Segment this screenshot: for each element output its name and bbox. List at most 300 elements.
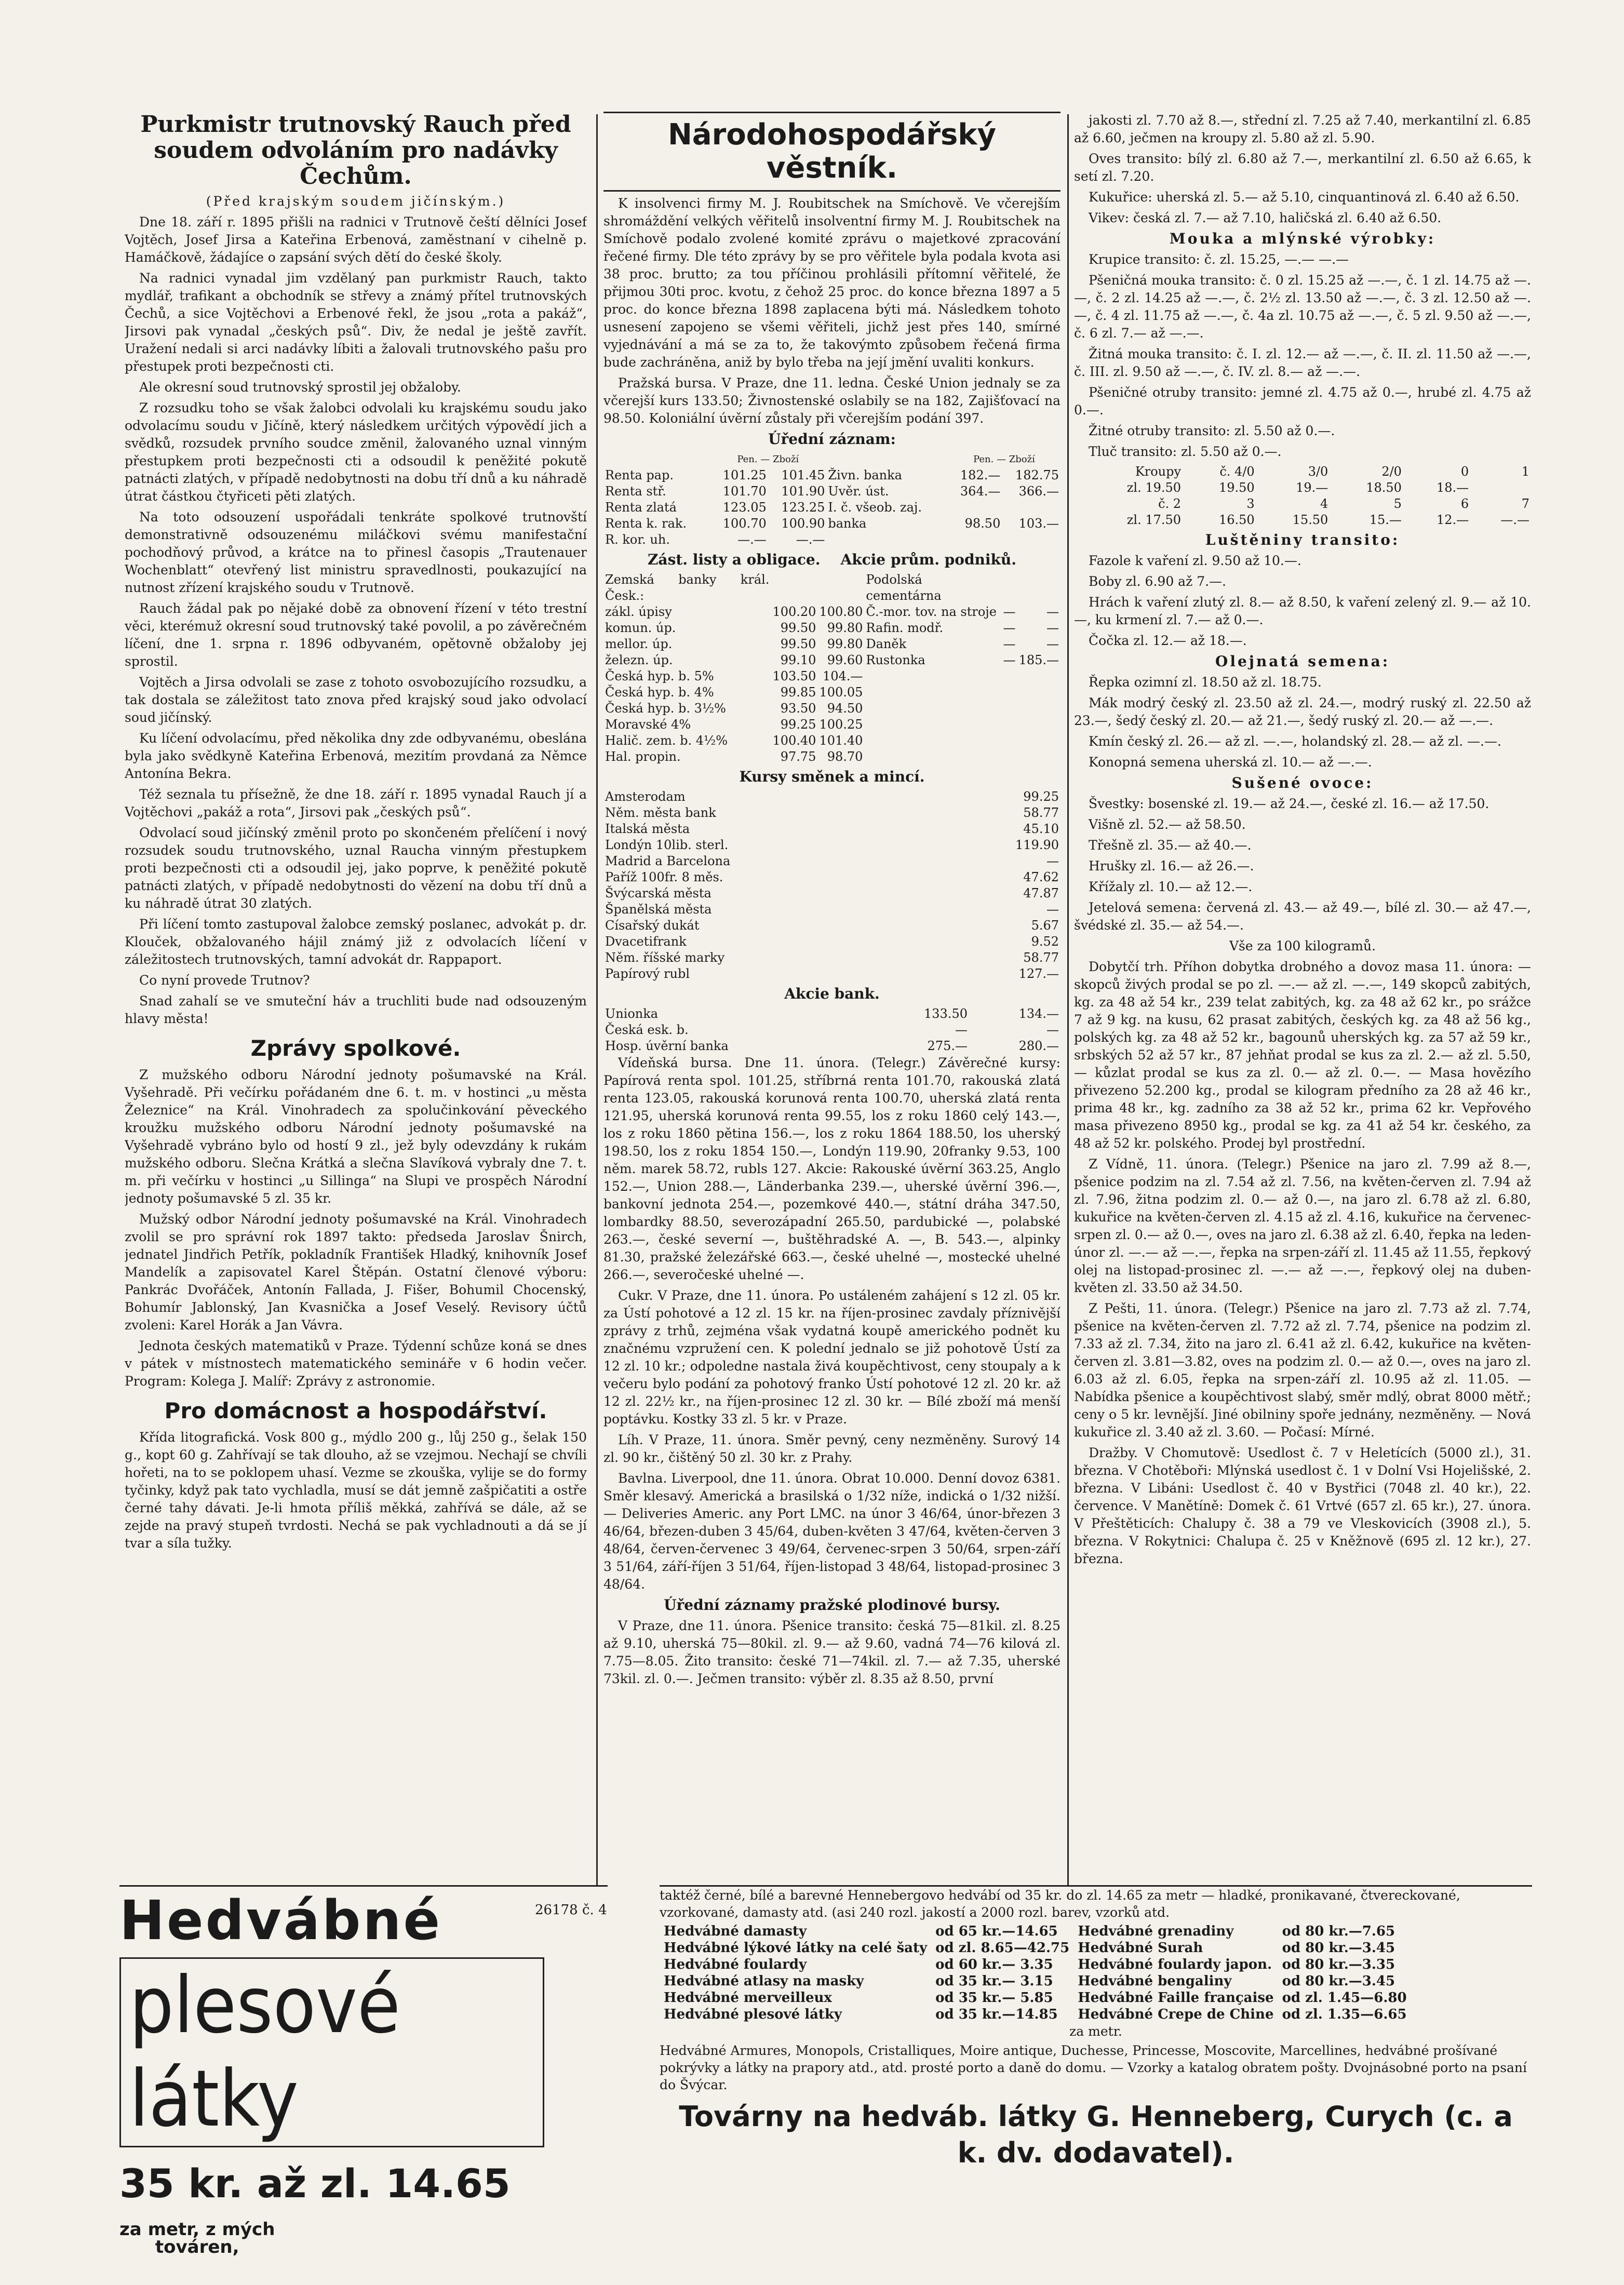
table-cell: 100.25 xyxy=(819,717,863,732)
advert-price-value: 35 kr. až zl. 14.65 xyxy=(119,2160,511,2207)
column-2 xyxy=(603,112,1061,1877)
table-row xyxy=(603,701,1061,717)
advert-price-suffix-2: továren, xyxy=(155,2237,239,2257)
section-paragraph: Vše za 100 kilogramů. xyxy=(1229,938,1376,953)
table-cell: Něm. říšské marky xyxy=(605,950,725,965)
section-paragraph: Oves transito: bílý zl. 6.80 až 7.—, merkantilní zl. 6.50 až 6.65, k setí zl. 7.20. xyxy=(1074,151,1531,184)
table-cell: Hedvábné grenadiny xyxy=(1078,1924,1234,1939)
section-paragraph: Konopná semena uherská zl. 10.— až —.—. xyxy=(1089,755,1372,770)
table-row xyxy=(603,1038,1061,1054)
table-cell: Č.-mor. tov. na stroje xyxy=(866,604,997,619)
table-subhead-left: Zást. listy a obligace. xyxy=(647,551,821,568)
section-paragraph: Jednota českých matematiků v Praze. Týdenní schůze koná se dnes v pátek v místnostech matematického semináře v 6 hodin večer. Program: Kolega J. Malíř: Zprávy z astronomie. xyxy=(125,1338,587,1389)
table-row xyxy=(603,532,1061,548)
table-header: Pen. — Zboží xyxy=(737,454,799,465)
table-cell: 133.50 xyxy=(924,1006,968,1021)
table-cell: — xyxy=(1046,621,1059,635)
table-cell: 127.— xyxy=(1018,966,1059,981)
table-cell: 103.50 xyxy=(772,669,816,683)
table-cell: — xyxy=(955,1023,968,1037)
table-cell: Hedvábné Crepe de Chine xyxy=(1078,2007,1274,2022)
table-row xyxy=(603,652,1061,668)
table-row xyxy=(1074,512,1531,528)
table-cell xyxy=(1002,532,1061,548)
article-paragraph: Ale okresní soud trutnovský sprostil jej obžaloby. xyxy=(139,380,461,395)
section-paragraph: Vídeňská bursa. Dne 11. února. (Telegr.) Závěrečné kursy: Papírová renta spol. 101.25, stříbrná renta 101.70, rakouská zlatá renta 123.05, rakouská korunová renta 100.70, uherská zlatá renta 121.95, uherská korunová renta 99.55, los z roku 1860 celý 143.—, los z roku 1860 pětina 156.—, los z roku 1864 188.50, los uherský 198.50, los z roku 1854 150.—, Londýn 119.90, 20franky 9.53, 100 něm. marek 58.72, rubls 127. Akcie: Rakouské úvěrní 363.25, Anglo 152.—, Union 288.—, Länderbanka 239.—, uherské úvěrní 396.—, bankovní jednota 254.—, pozemkové 440.—, státní dráha 347.50, lombardky 88.50, severozápadní 265.50, pardubické —, polabské 263.—, české severní —, buštěhradské A. —, B. 543.—, alpinky 81.30, pražské železářské 663.—, české uhelné —, mostecké uhelné 266.—, severočeské uhelné —. xyxy=(603,1055,1061,1282)
table-cell: 99.50 xyxy=(780,637,816,651)
table-cell: 280.— xyxy=(1018,1039,1059,1053)
table-cell: 47.62 xyxy=(1023,870,1059,884)
table-row xyxy=(603,749,1061,765)
table-cell: 99.60 xyxy=(827,653,863,667)
advert-outro: Hedvábné Armures, Monopols, Cristalliques, Moire antique, Duchesse, Princesse, Moscovite, Marcellines, hedvábné prošívané pokrývky a látky na prapory atd., atd. prosté porto a daně do domu. — Vzorky a katalog obratem pošty. Dvojnásobné porto na psaní do Švýcar. xyxy=(660,2043,1527,2092)
column-rule-1 xyxy=(596,114,598,1885)
advert-price xyxy=(119,2158,608,2262)
advert-za-metr: za metr. xyxy=(1069,2024,1122,2039)
table-row xyxy=(603,853,1061,869)
table-cell: — xyxy=(1046,637,1059,651)
section-paragraph: Kukuřice: uherská zl. 5.— až 5.10, cinquantinová zl. 6.40 až 6.50. xyxy=(1089,190,1520,205)
table-cell xyxy=(1017,572,1061,604)
table-cell: komun. úp. xyxy=(605,621,676,635)
table-cell: — xyxy=(1003,604,1016,619)
table-cell: 100.40 xyxy=(772,733,816,748)
table-cell: 6 xyxy=(1460,496,1469,511)
article-paragraph: Rauch žádal pak po nějaké době za obnovení řízení v této trestní věci, kterémuž okresní soud trutnovský také povolil, a po závěrečném líčení, dne 1. srpna r. 1896 odbyvaném, opětovně obžaloby jej sprostil. xyxy=(125,601,587,669)
table-cell: Hedvábné merveilleux xyxy=(664,1990,832,2006)
section-paragraph: Jetelová semena: červená zl. 43.— až 49.—, bílé zl. 30.— až 47.—, švédské zl. 35.— až 54.—. xyxy=(1074,900,1531,933)
table-cell: Kroupy xyxy=(1135,464,1182,479)
table-cell xyxy=(1002,733,1017,749)
silk-price-table xyxy=(660,1923,1411,2023)
section-paragraph: Višně zl. 52.— až 58.50. xyxy=(1089,817,1246,832)
table-row xyxy=(603,805,1061,821)
table-row xyxy=(660,1956,1411,1973)
table-row xyxy=(603,604,1061,620)
table-cell: Česká hyp. b. 5% xyxy=(605,669,714,683)
table-row xyxy=(603,902,1061,918)
table-cell: 93.50 xyxy=(780,701,816,716)
article-headline: Purkmistr trutnovský Rauch před soudem odvoláním pro nadávky Čechům. xyxy=(140,112,571,190)
table-cell: — xyxy=(1046,604,1059,619)
table-cell xyxy=(1002,684,1017,701)
table-cell: — xyxy=(1003,637,1016,651)
section-paragraph: Bavlna. Liverpool, dne 11. února. Obrat 10.000. Denní dovoz 6381. Směr klesavý. Americká a brasilská o 1/32 níže, indická o 1/32 nižší. — Deliveries Americ. any Port LMC. na únor 3 46/64, únor-březen 3 46/64, březen-duben 3 45/64, duben-květen 3 47/64, květen-červen 3 48/64, červen-červenec 3 49/64, červenec-srpen 3 50/64, srpen-září 3 51/64, září-říjen 3 51/64, říjen-listopad 3 48/64, listopad-prosinec 3 48/64. xyxy=(603,1471,1061,1592)
table-cell: 182.— xyxy=(960,468,1001,482)
quotes-table xyxy=(603,1006,1061,1054)
table-row xyxy=(603,636,1061,652)
table-cell: Hal. propin. xyxy=(605,749,681,764)
table-subhead: Kursy směnek a mincí. xyxy=(739,768,925,785)
table-cell: — xyxy=(1003,653,1016,667)
table-cell: — xyxy=(1046,854,1059,868)
table-cell: 366.— xyxy=(1018,484,1059,499)
table-cell: 5 xyxy=(1393,496,1402,511)
article-paragraph: Snad zahalí se ve smuteční háv a truchliti bude nad odsouzeným hlavy města! xyxy=(125,993,587,1026)
table-cell: 119.90 xyxy=(1015,838,1059,852)
table-cell: zl. 17.50 xyxy=(1126,513,1182,527)
table-cell: Hedvábné Faille française xyxy=(1078,1990,1274,2006)
section-paragraph: Křížaly zl. 10.— až 12.—. xyxy=(1089,879,1253,894)
table-cell xyxy=(864,684,1001,701)
table-cell: Zemská banky král. Česk.: xyxy=(605,572,770,603)
table-cell: 104.— xyxy=(822,669,863,683)
table-cell: Londýn 10lib. sterl. xyxy=(605,838,729,852)
table-cell: 99.50 xyxy=(780,621,816,635)
table-cell: 101.70 xyxy=(722,484,767,499)
table-cell: od 65 kr.—14.65 xyxy=(935,1924,1058,1939)
table-cell: č. 2 xyxy=(1158,496,1182,511)
table-cell: Česká hyp. b. 3½% xyxy=(605,701,726,716)
table-cell: 3/0 xyxy=(1308,464,1328,479)
table-cell: Italská města xyxy=(605,822,690,836)
section-paragraph: Třešně zl. 35.— až 40.—. xyxy=(1089,838,1252,853)
section-paragraph: Z mužského odboru Národní jednoty pošumavské na Král. Vyšehradě. Při večírku pořádaném dne 6. t. m. v hostinci „u města Železnice“ na Král. Vinohradech za spolučinkování pěveckého kroužku mužského odboru Národní jednoty pošumavské na Vyšehradě vybráno bylo od hostí 9 zl., jež byly odevzdány k rukám mužského odboru. Slečna Krátká a slečna Slavíková vybraly dne 7. t. m. při večírku v hostinci „u Sillinga“ na Slupi ve prospěch Národní jednoty pošumavské 5 zl. 35 kr. xyxy=(125,1067,587,1206)
table-cell xyxy=(1002,668,1017,684)
article-paragraph: Z rozsudku toho se však žalobci odvolali ku krajskému soudu jako odvolacímu soudu v Jičíně, který následkem určitých výpovědí jich a svědků, rozsudek prvního soudce změnil, žalovaného uznal vinným přestupkem proti bezpečnosti cti a odsoudil k peněžité pokutě patnácti zlatých, v případě nedobytnosti na dobu tří dnů a ku náhradě útrat částkou čtyřiceti pěti zlatých. xyxy=(125,400,587,504)
section-paragraph: V Praze, dne 11. února. Pšenice transito: česká 75—81kil. zl. 8.25 až 9.10, uherská 75—80kil. zl. 9.— až 9.60, vadná 74—76 kilová zl. 7.75—8.05. Žito transito: české 71—74kil. zl. 7.— až 7.35, uherské 73kil. zl. 0.—. Ječmen transito: výběr zl. 8.35 až 8.50, první xyxy=(603,1618,1061,1686)
table-cell: Česká esk. b. xyxy=(605,1023,689,1037)
section-paragraph: Hrušky zl. 16.— až 26.—. xyxy=(1089,858,1254,873)
table-row xyxy=(660,1973,1411,1990)
table-row xyxy=(1074,480,1531,496)
table-subhead: Luštěniny transito: xyxy=(1205,531,1400,548)
table-cell: 100.05 xyxy=(819,685,863,700)
table-cell: Něm. města bank xyxy=(605,805,716,820)
section-paragraph: Líh. V Praze, 11. února. Směr pevný, ceny nezměněny. Surový 14 zl. 90 kr., čištěný 50 zl. 30 kr. z Prahy. xyxy=(603,1432,1061,1465)
table-cell: 0 xyxy=(1460,464,1469,479)
table-row xyxy=(603,869,1061,885)
table-cell: 19.50 xyxy=(1218,480,1255,495)
table-row xyxy=(603,837,1061,853)
table-cell: 1 xyxy=(1521,464,1529,479)
table-row xyxy=(603,950,1061,966)
table-cell: 58.77 xyxy=(1023,805,1059,820)
table-subhead: Olejnatá semena: xyxy=(1215,653,1390,670)
table-cell: 101.40 xyxy=(819,733,863,748)
table-subhead xyxy=(603,551,1061,569)
table-cell: banka xyxy=(828,516,867,531)
article-paragraph: Na toto odsouzení uspořádali tenkráte spolkové trutnovští demonstrativně odsouzenému miláčkovi svému manifestační pochodňový průvod, a krátce na to přinesl časopis „Trautenauer Wochenblatt“ otevřený list ministru spravedlnosti, poukazující na nutnost zřízení krajského soudu v Trutnově. xyxy=(125,509,587,595)
table-cell: Hedvábné lýkové látky na celé šaty xyxy=(664,1940,928,1956)
advert-price-suffix-1: za metr, z mých xyxy=(119,2219,275,2240)
table-cell: železn. úp. xyxy=(605,653,673,667)
table-row xyxy=(603,467,1061,483)
table-cell xyxy=(771,572,817,604)
table-subhead: Akcie bank. xyxy=(784,985,880,1002)
table-subhead: Sušené ovoce: xyxy=(1231,774,1374,791)
article-paragraph: Ku líčení odvolacímu, před několika dny zde odbyvanému, obeslána byla jako svědkyně Kateřina Erbenová, mezitím provdaná za Němce Antonína Bekra. xyxy=(125,731,587,781)
table-cell: 101.90 xyxy=(781,484,825,499)
advert-right xyxy=(660,1885,1532,2178)
table-row xyxy=(603,789,1061,805)
section-paragraph: Žitná mouka transito: č. I. zl. 12.— až —.—, č. II. zl. 11.50 až —.—, č. III. zl. 9.50 až —.—, č. IV. zl. 8.— až —.—. xyxy=(1074,346,1531,379)
table-cell: R. kor. uh. xyxy=(605,532,670,547)
advert-footer: Továrny na hedváb. látky G. Henneberg, Curych (c. a k. dv. dodavatel). xyxy=(679,2100,1513,2169)
table-cell: 45.10 xyxy=(1023,822,1059,836)
table-cell: zákl. úpisy xyxy=(605,604,672,619)
table-row xyxy=(603,733,1061,749)
section-paragraph: jakosti zl. 7.70 až 8.—, střední zl. 7.25 až 7.40, merkantilní zl. 6.85 až 6.60, ječmen na kroupy zl. 5.80 až zl. 5.90. xyxy=(1074,113,1531,145)
table-row xyxy=(660,1990,1411,2006)
table-cell: Rafin. modř. xyxy=(866,621,944,635)
table-cell: od zl. 1.35—6.65 xyxy=(1282,2007,1407,2022)
table-cell: Císařský dukát xyxy=(605,918,700,933)
table-row xyxy=(660,2006,1411,2023)
table-cell: —.— xyxy=(796,532,825,547)
table-title: Úřední záznam: xyxy=(768,431,896,448)
table-cell: Renta zlatá xyxy=(605,500,677,515)
table-cell: 364.— xyxy=(960,484,1001,499)
table-cell: 99.80 xyxy=(827,621,863,635)
table-cell: 2/0 xyxy=(1381,464,1402,479)
table-row xyxy=(660,1940,1411,1956)
table-cell xyxy=(1002,701,1017,717)
kroupy-table xyxy=(1074,464,1531,528)
table-cell: 99.85 xyxy=(780,685,816,700)
table-row xyxy=(603,684,1061,701)
table-row xyxy=(603,717,1061,733)
table-subhead: Úřední záznamy pražské plodinové bursy. xyxy=(664,1596,1000,1614)
table-row xyxy=(603,885,1061,902)
table-row xyxy=(603,483,1061,500)
table-cell: 15.— xyxy=(1369,513,1402,527)
table-cell xyxy=(864,749,1001,765)
table-cell xyxy=(864,701,1001,717)
table-cell: od 35 kr.—14.85 xyxy=(935,2007,1058,2022)
table-cell xyxy=(948,532,1002,548)
table-cell: Papírový rubl xyxy=(605,966,690,981)
table-cell: od zl. 1.45—6.80 xyxy=(1282,1990,1407,2006)
section-paragraph: Tluč transito: zl. 5.50 až 0.—. xyxy=(1089,444,1282,459)
table-cell: Hedvábné foulardy japon. xyxy=(1078,1957,1272,1972)
table-cell: Hedvábné plesové látky xyxy=(664,2007,842,2022)
table-cell: — xyxy=(1046,1023,1059,1037)
advert-headline: plesové látky xyxy=(119,1957,544,2147)
article-paragraph: Při líčení tomto zastupoval žalobce zemský poslanec, advokát p. dr. Klouček, obžalovaného hájil známý již z odvolacích líčení v záležitostech trutnovských, tamní advokát dr. Rappaport. xyxy=(125,917,587,967)
section-paragraph: Žitné otruby transito: zl. 5.50 až 0.—. xyxy=(1089,423,1335,438)
table-cell: I. č. všeob. zaj. xyxy=(828,500,922,515)
section-paragraph: Krupice transito: č. zl. 15.25, —.— —.— xyxy=(1089,252,1349,267)
section-title-spolkove: Zprávy spolkové. xyxy=(250,1036,461,1061)
quotes-table xyxy=(603,789,1061,982)
table-cell: 98.70 xyxy=(827,749,863,764)
table-cell: Hedvábné foulardy xyxy=(664,1957,807,1972)
section-paragraph: Mužský odbor Národní jednoty pošumavské na Král. Vinohradech zvolil se pro správní rok 1897 takto: předseda Jaroslav Šnirch, jednatel Jindřich Petřík, pokladník František Hladký, knihovník Josef Mandelík a zapisovatel Karel Štěpán. Ostatní členové výboru: Pankrác Dvořáček, Antonín Fallada, J. Fišer, Bohumil Chocenský, Bohumír Jablonský, Jan Kvasnička a Josef Veselý. Revisory účtů zvoleni: Karel Horák a Jan Vávra. xyxy=(125,1212,587,1333)
column-1 xyxy=(125,112,587,1877)
column-3 xyxy=(1074,112,1531,1877)
table-cell: 99.80 xyxy=(827,637,863,651)
table-cell xyxy=(1017,749,1061,765)
table-cell: 275.— xyxy=(927,1039,968,1053)
table-cell: 99.25 xyxy=(780,717,816,732)
section-paragraph: Z Vídně, 11. února. (Telegr.) Pšenice na jaro zl. 7.99 až 8.—, pšenice podzim na zl. 7.54 až zl. 7.56, na květen-červen zl. 7.94 až zl. 7.96, žitna podzim zl. 0.— až 0.—, na jaro zl. 6.78 až zl. 6.80, kukuřice na květen-červen zl. 4.15 až zl. 4.16, kukuřice na červenec-srpen zl. 0.— až 0.—, oves na jaro zl. 6.38 až zl. 6.40, řepka na leden-únor zl. —.— až —.—, řepka na srpen-září zl. 11.45 až 11.55, řepkový olej na listopad-prosinec zl. —.— až —.—, řepkový olej na duben-květen zl. 33.50 až 34.50. xyxy=(1074,1157,1531,1295)
table-cell xyxy=(1017,717,1061,733)
table-cell: Paříž 100fr. 8 měs. xyxy=(605,870,723,884)
table-cell: 9.52 xyxy=(1031,934,1059,949)
table-cell: Hosp. úvěrní banka xyxy=(605,1039,729,1053)
table-cell: Živn. banka xyxy=(828,468,902,482)
table-cell: Dvacetifrank xyxy=(605,934,687,949)
article-paragraph: Co nyní provede Trutnov? xyxy=(139,973,310,988)
column-rule-2 xyxy=(1067,114,1069,1885)
table-row xyxy=(660,1923,1411,1940)
section-paragraph: Z Pešti, 11. února. (Telegr.) Pšenice na jaro zl. 7.73 až zl. 7.74, pšenice na květen-červen zl. 7.72 až zl. 7.74, pšenice na podzim zl. 7.33 až zl. 7.34, žito na jaro zl. 6.41 až zl. 6.42, kukuřice na květen-červen zl. 3.81—3.82, oves na podzim zl. 0.— až 0.—, oves na jaro zl. 6.03 až zl. 6.05, řepka na srpen-září zl. 10.95 až zl. 11.05. — Nabídka pšenice a koupěchtivost slabý, směr mdlý, obrat 8000 mětř.; ceny o 5 kr. levnější. Jiné obilniny spoře jednány, nezměněny. — Nová kukuřice zl. 3.40 až zl. 3.60. — Počasí: Mírné. xyxy=(1074,1301,1531,1440)
section-paragraph: Cukr. V Praze, dne 11. února. Po ustáleném zahájení s 12 zl. 05 kr. za Ústí pohotové a 12 zl. 15 kr. na říjen-prosinec zavdaly příznivější zprávy z trhů, zejména však vydatná koupě amerického podnět ku značnému vzpružení cen. K polední jednalo se již pohotově Ústí za 12 zl. 10 kr.; odpoledne nastala živá koupěchtivost, ceny stoupaly a k večeru bylo podání za pohotový franko Ústí pohotové 12 zl. 20 kr. až 12 zl. 22½ kr., na říjen-prosinec 12 zl. 30 kr. — Bílé zboží má menší poptávku. Kostky 33 zl. 5 kr. v Praze. xyxy=(603,1288,1061,1427)
table-cell: Moravské 4% xyxy=(605,717,691,732)
table-subhead-right: Akcie prům. podniků. xyxy=(840,551,1017,568)
table-row xyxy=(603,572,1061,604)
table-row xyxy=(603,918,1061,934)
section-paragraph: Dobytčí trh. Příhon dobytka drobného a dovoz masa 11. února: — skopců živých prodal se po zl. —.— až zl. —.—, 149 skopců zabitých, kg. za 48 až 54 kr., 239 telat zabitých, kg. za 48 až 62 kr., po srážce 7 až 9 kg. na kusu, 62 prasat zabitých, českých kg. za 48 až 56 kg., polských kg. za 48 až 52 kr., bagounů uherských kg. za 57 až 59 kr., srbských 52 až 57 kr., 87 jehňat prodal se kus za zl. 2.— až zl. 5.50, — kůzlat prodal se kus za zl. 0.— až zl. 0.—. — Masa hovězího přivezeno 52.200 kg., prodal se kilogram předního za 28 až 46 kr., prima 48 kr., kg. zadního za 38 až 52 kr., prima 62 kr. Vepřového masa přivezeno 8950 kg., prodal se kg. za 41 až 54 kr. českého, za 48 až 52 kr. polského. Prodej byl prostřední. xyxy=(1074,959,1531,1151)
table-cell xyxy=(948,500,1002,516)
table-cell: Uvěr. úst. xyxy=(828,484,889,499)
table-cell xyxy=(1017,733,1061,749)
table-cell: —.— xyxy=(1500,513,1529,527)
table-cell: Renta k. rak. xyxy=(605,516,687,531)
table-cell: od 35 kr.— 3.15 xyxy=(935,1973,1053,1989)
table-cell: Česká hyp. b. 4% xyxy=(605,685,714,700)
advert-price-suffix xyxy=(119,2221,275,2256)
table-cell: 4 xyxy=(1320,496,1328,511)
table-cell: Unionka xyxy=(605,1006,659,1021)
table-cell: od 35 kr.— 5.85 xyxy=(935,1990,1053,2006)
table-cell: Hedvábné damasty xyxy=(664,1924,807,1939)
table-cell: Amsterodam xyxy=(605,789,686,804)
advert-number: 26178 č. 4 xyxy=(535,1902,607,1918)
table-cell: Hedvábné atlasy na masky xyxy=(664,1973,864,1989)
table-row xyxy=(1074,496,1531,512)
table-cell xyxy=(1002,572,1017,604)
table-cell xyxy=(1002,749,1017,765)
table-cell: 18.— xyxy=(1436,480,1469,495)
table-cell: — xyxy=(1046,902,1059,917)
table-row xyxy=(1074,464,1531,480)
table-cell: zl. 19.50 xyxy=(1126,480,1182,495)
table-cell xyxy=(1017,668,1061,684)
table-subhead: Mouka a mlýnské výrobky: xyxy=(1169,230,1436,247)
table-cell: od 60 kr.— 3.35 xyxy=(935,1957,1053,1972)
article-paragraph: Dne 18. září r. 1895 přišli na radnici v Trutnově čeští dělníci Josef Vojtěch, Josef Jirsa a Kateřina Erbenová, zaměstnaní v cihelně p. Hamáčkově, žádajíce o zapsání svých dětí do české školy. xyxy=(125,214,587,265)
table-cell: 12.— xyxy=(1436,513,1469,527)
table-cell: 97.75 xyxy=(780,749,816,764)
table-cell: 100.80 xyxy=(819,604,863,619)
article-subhead: (Před krajským soudem jičínským.) xyxy=(206,194,506,209)
article-paragraph: Na radnici vynadal jim vzdělaný pan purkmistr Rauch, takto mydlář, trafikant a obchodník se střevy a známý přítel trutnovských Čechů, a sice Vojtěchovi a Erbenové řekl, že jsou „rota a pakáž“, Jirsovi pak vynadal „českých psů“. Div, že nedal je ještě zavřít. Uražení nedali si arci nadávky líbiti a žalovali trutnovského pašu pro přestupek proti bezpečnosti cti. xyxy=(125,271,587,374)
table-cell: 98.50 xyxy=(964,516,1001,531)
table-cell: 94.50 xyxy=(827,701,863,716)
table-cell: 19.— xyxy=(1296,480,1328,495)
table-cell: od 80 kr.—3.35 xyxy=(1282,1957,1395,1972)
table-cell: Hedvábné Surah xyxy=(1078,1940,1203,1956)
table-cell: —.— xyxy=(737,532,767,547)
table-cell: Podolská cementárna xyxy=(866,572,942,603)
section-paragraph: Pražská bursa. V Praze, dne 11. ledna. České Union jednaly se za včerejší kurs 133.50; Živnostenské oslabily se na 182, Zajišťovací na 98.50. Koloniální úvěrní zůstaly při včerejším podání 397. xyxy=(603,375,1061,426)
section-paragraph: Pšeničná mouka transito: č. 0 zl. 15.25 až —.—, č. 1 zl. 14.75 až —.—, č. 2 zl. 14.25 až —.—, č. 2½ zl. 13.50 až —.—, č. 3 zl. 12.50 až —.—, č. 4 zl. 11.75 až —.—, č. 4a zl. 10.75 až —.—, č. 5 zl. 9.50 až —.—, č. 6 zl. 7.— až —.—. xyxy=(1074,273,1531,341)
advert-intro: taktéž černé, bílé a barevné Hennebergovo hedvábí od 35 kr. do zl. 14.65 za metr — hladké, pronikavané, čtvereckované, vzorkované, damasty atd. (asi 240 rozl. jakostí a 2000 rozl. barev, vzorků atd. xyxy=(660,1888,1460,1920)
section-title-vestnik: Národohospodářský věstník. xyxy=(603,112,1061,192)
section-paragraph: Kmín český zl. 26.— až zl. —.—, holandský zl. 28.— až zl. —.—. xyxy=(1089,734,1501,749)
section-paragraph: Čočka zl. 12.— až 18.—. xyxy=(1089,633,1247,648)
table-cell: Renta pap. xyxy=(605,468,674,482)
table-cell: Hedvábné bengaliny xyxy=(1078,1973,1232,1989)
table-row xyxy=(603,516,1061,532)
table-cell: č. 4/0 xyxy=(1219,464,1255,479)
table-row xyxy=(603,620,1061,636)
table-cell: 101.25 xyxy=(722,468,767,482)
table-cell: 47.87 xyxy=(1023,886,1059,900)
table-row xyxy=(603,500,1061,516)
table-cell: 100.90 xyxy=(781,516,825,531)
section-paragraph: Křída litografická. Vosk 800 g., mýdlo 200 g., lůj 250 g., šelak 150 g., kopt 60 g. Zahřívají se tak dlouho, až se vzejmou. Nechají se chvíli hořeti, na to se poklopem uhasí. Vezme se zkouška, vylije se do formy tyčinky, když pak tato vychladla, musí se dát jemně zašpičatiti a ostře černé tahy dávati. Je-li hmota příliš měkká, zahřívá se dále, až se zejde na pravý stupeň tvrdosti. Nechá se pak vychladnouti a dá se jí tvar a síla tužky. xyxy=(125,1430,587,1551)
table-cell: od zl. 8.65—42.75 xyxy=(935,1940,1070,1956)
section-paragraph: Fazole k vaření zl. 9.50 až 10.—. xyxy=(1089,553,1301,568)
table-row xyxy=(603,966,1061,982)
table-cell: Renta stř. xyxy=(605,484,666,499)
table-cell: od 80 kr.—3.45 xyxy=(1282,1940,1395,1956)
table-cell: 7 xyxy=(1521,496,1529,511)
table-cell: 58.77 xyxy=(1023,950,1059,965)
table-cell: 134.— xyxy=(1018,1006,1059,1021)
table-cell xyxy=(864,733,1001,749)
table-cell: 99.10 xyxy=(780,653,816,667)
table-cell: Švýcarská města xyxy=(605,886,712,900)
table-cell: 123.05 xyxy=(722,500,767,515)
table-cell: od 80 kr.—3.45 xyxy=(1282,1973,1395,1989)
table-cell: 99.25 xyxy=(1023,789,1059,804)
table-row xyxy=(603,934,1061,950)
table-cell: 100.70 xyxy=(722,516,767,531)
table-cell: od 80 kr.—7.65 xyxy=(1282,1924,1395,1939)
table-cell xyxy=(864,717,1001,733)
section-paragraph: Hrách k vaření zlutý zl. 8.— až 8.50, k vaření zelený zl. 9.— až 10.—, ku krmení zl. 7.— až 0.—. xyxy=(1074,595,1531,627)
section-paragraph: Pšeničné otruby transito: jemné zl. 4.75 až 0.—, hrubé zl. 4.75 až 0.—. xyxy=(1074,385,1531,418)
table-cell: Rustonka xyxy=(866,653,925,667)
section-paragraph: Vikev: česká zl. 7.— až 7.10, haličská zl. 6.40 až 6.50. xyxy=(1089,210,1442,225)
article-paragraph: Odvolací soud jičínský změnil proto po skončeném přelíčení i nový rozsudek soudu trutnovského, uznal Raucha vinným přestupkem proti bezpečnosti cti a odsoudil jej, jako poprve, k peněžité pokutě patnácti zlatých, v případě nedobytnosti do vězení na dobu tří dnů a ku náhradě útrat 30 zlatých. xyxy=(125,825,587,911)
table-cell: 15.50 xyxy=(1292,513,1328,527)
table-cell: Španělská města xyxy=(605,902,712,917)
quotes-table xyxy=(603,451,1061,548)
section-paragraph: Švestky: bosenské zl. 19.— až 24.—, české zl. 16.— až 17.50. xyxy=(1089,796,1489,811)
advert-word: Hedvábné xyxy=(119,1889,442,1952)
table-cell xyxy=(826,532,948,548)
table-cell: 123.25 xyxy=(781,500,825,515)
section-paragraph: Řepka ozimní zl. 18.50 až zl. 18.75. xyxy=(1089,675,1322,690)
article-paragraph: Též seznala tu přísežně, že dne 18. září r. 1895 vynadal Rauch jí a Vojtěchovi „pakáž a rota“, Jirsovi pak „českých psů“. xyxy=(125,787,587,819)
table-cell: — xyxy=(1003,621,1016,635)
table-cell: 185.— xyxy=(1018,653,1059,667)
table-cell xyxy=(1017,701,1061,717)
table-row xyxy=(603,821,1061,837)
table-cell: 3 xyxy=(1246,496,1255,511)
table-row xyxy=(603,1022,1061,1038)
table-cell: mellor. úp. xyxy=(605,637,673,651)
table-cell xyxy=(817,572,864,604)
table-cell: Halič. zem. b. 4½% xyxy=(605,733,728,748)
table-cell xyxy=(1017,684,1061,701)
table-cell: Madrid a Barcelona xyxy=(605,854,731,868)
section-paragraph: K insolvenci firmy M. J. Roubitschek na Smíchově. Ve včerejším shromáždění velkých věřitelů insolventní firmy M. J. Roubitschek na Smíchově podalo zvolené komité zprávu o majetkové zpracování řečené firmy. Dle této zprávy by se pro věřitele byla podala kvota asi 38 proc. brutto; za tou příčinou prohlásili přítomní věřitelé, že přijmou 30ti proc. kvotu, z čehož 25 proc. do konce března 1897 a 5 proc. do konce března 1898 zaplacena býti má. Následkem tohoto usnesení zapojeno se všemi věřiteli, jichž jest přes 140, smírné vyjednávání a má se za to, že takovýmto způsobem řečená firma bude zachráněna, aniž by bylo třeba na její jmění uvaliti konkurs. xyxy=(603,196,1061,370)
advert-left xyxy=(119,1885,608,2257)
table-cell xyxy=(864,668,1001,684)
table-cell: 100.20 xyxy=(772,604,816,619)
table-cell: 16.50 xyxy=(1218,513,1255,527)
table-cell: 18.50 xyxy=(1366,480,1402,495)
section-paragraph: Dražby. V Chomutově: Usedlost č. 7 v Heletících (5000 zl.), 31. března. V Chotěboři: Mlýnská usedlost č. 1 v Dolní Vsi Hojelišské, 2. března. V Libáni: Usedlost č. 40 v Bystřici (7048 zl. 40 kr.), 22. července. V Manětíně: Domek č. 61 Vrtvé (657 zl. 65 kr.), 27. února. V Přeštěticích: Chalupy č. 38 a 79 ve Vleskovicích (3908 zl.), 5. března. V Rokytnici: Chalupa č. 25 v Kněžnově (695 zl. 12 kr.), 27. března. xyxy=(1074,1445,1531,1566)
section-paragraph: Boby zl. 6.90 až 7.—. xyxy=(1089,574,1226,589)
section-title-domacnost: Pro domácnost a hospodářství. xyxy=(164,1398,547,1423)
